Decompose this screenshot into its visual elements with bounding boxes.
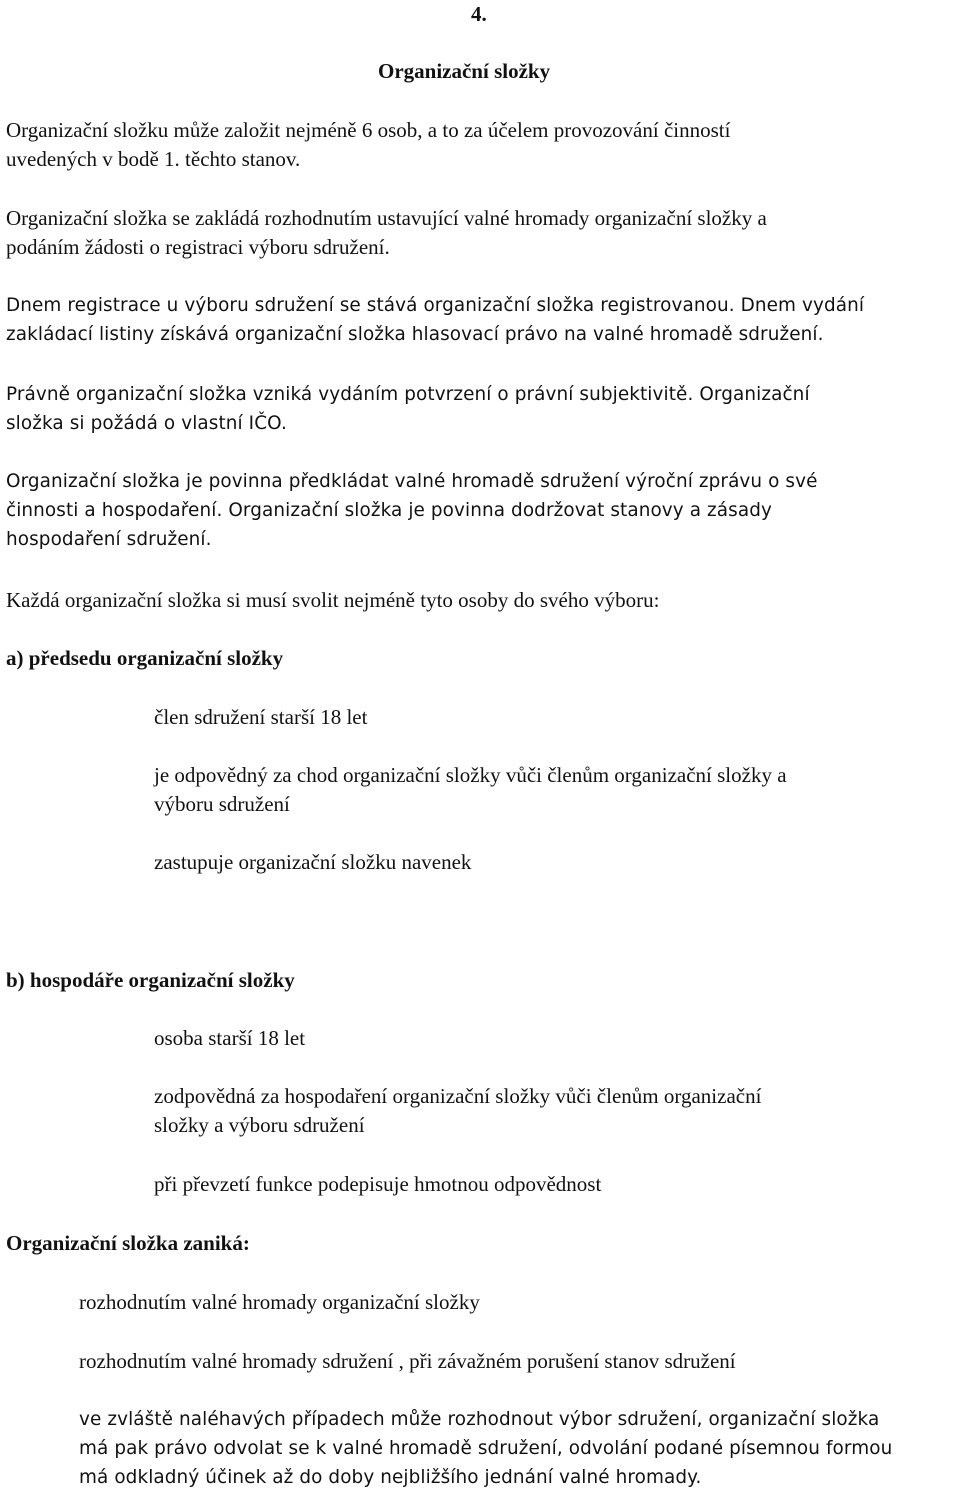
paragraph-line: Dnem registrace u výboru sdružení se stává organizační složka registrovanou. Dnem vydání (6, 295, 865, 316)
paragraph-line: složka si požádá o vlastní IČO. (6, 413, 287, 434)
section-c-item: rozhodnutím valné hromady organizační složky (79, 1290, 480, 1314)
section-b-heading: b) hospodáře organizační složky (6, 968, 295, 992)
paragraph-founding (6, 116, 730, 174)
item-line: ve zvláště naléhavých případech může rozhodnout výbor sdružení, organizační složka (79, 1409, 880, 1430)
section-c-item: rozhodnutím valné hromady sdružení , při závažném porušení stanov sdružení (79, 1349, 736, 1373)
paragraph-line: zakládací listiny získává organizační složka hlasovací právo na valné hromadě sdružení. (6, 324, 824, 345)
item-line: složky a výboru sdružení (154, 1113, 365, 1137)
paragraph-line: Organizační složku může založit nejméně 6 osob, a to za účelem provozování činností (6, 118, 731, 142)
paragraph-line: podáním žádosti o registraci výboru sdružení. (6, 235, 390, 259)
section-a-item: zastupuje organizační složku navenek (154, 850, 472, 874)
paragraph-committee: Každá organizační složka si musí svolit nejméně tyto osoby do svého výboru: (6, 588, 660, 612)
section-b-item: osoba starší 18 let (154, 1026, 306, 1050)
paragraph-line: činnosti a hospodaření. Organizační složka je povinna dodržovat stanovy a zásady (6, 500, 772, 521)
paragraph-line: Právně organizační složka vzniká vydáním potvrzení o právní subjektivitě. Organizační (6, 384, 810, 405)
paragraph-annual-report (6, 467, 818, 554)
section-a-item (154, 761, 787, 819)
item-line: zodpovědná za hospodaření organizační složky vůči členům organizační (154, 1084, 762, 1108)
paragraph-registration (6, 291, 864, 349)
section-b-item: při převzetí funkce podepisuje hmotnou odpovědnost (154, 1172, 602, 1196)
section-b-item (154, 1082, 761, 1140)
paragraph-line: Organizační složka se zakládá rozhodnutím ustavující valné hromady organizační složky a (6, 206, 767, 230)
section-a-item: člen sdružení starší 18 let (154, 705, 368, 729)
item-line: má pak právo odvolat se k valné hromadě sdružení, odvolání podané písemnou formou (79, 1438, 893, 1459)
page-number: 4. (471, 2, 487, 26)
section-title: Organizační složky (378, 59, 551, 83)
paragraph-line: uvedených v bodě 1. těchto stanov. (6, 147, 301, 171)
paragraph-line: Organizační složka je povinna předkládat valné hromadě sdružení výroční zprávu o své (6, 471, 818, 492)
paragraph-legal-subjectivity (6, 380, 810, 438)
section-c-heading: Organizační složka zaniká: (6, 1231, 250, 1255)
item-line: má odkladný účinek až do doby nejbližšího jednání valné hromady. (79, 1467, 702, 1488)
paragraph-establishment (6, 204, 767, 262)
paragraph-line: hospodaření sdružení. (6, 529, 212, 550)
section-c-item (79, 1405, 892, 1492)
item-line: výboru sdružení (154, 792, 290, 816)
section-a-heading: a) předsedu organizační složky (6, 646, 284, 670)
item-line: je odpovědný za chod organizační složky vůči členům organizační složky a (154, 763, 787, 787)
